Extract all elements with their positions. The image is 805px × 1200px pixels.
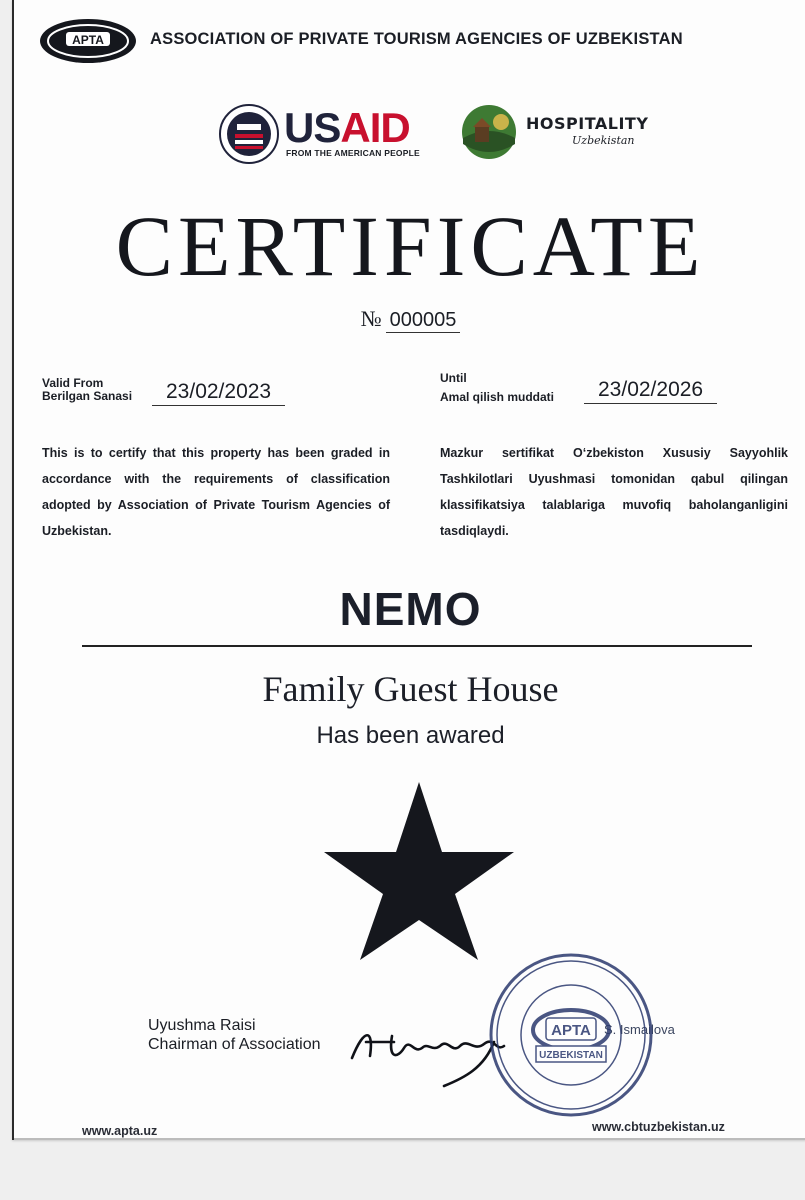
certificate-number: 000005 [386, 309, 461, 333]
valid-from-date: 23/02/2023 [152, 380, 285, 406]
certificate-number-row [14, 306, 805, 332]
association-title: ASSOCIATION OF PRIVATE TOURISM AGENCIES OF UZBEKISTAN [150, 30, 683, 48]
valid-from-label [42, 377, 132, 403]
stamp-center-text: APTA [551, 1022, 591, 1039]
hospitality-sub: Uzbekistan [572, 134, 635, 147]
until-date: 23/02/2026 [584, 378, 717, 404]
certificate-title: CERTIFICATE [115, 198, 706, 294]
certificate-page [12, 0, 805, 1140]
footer-url-cbt: www.cbtuzbekistan.uz [592, 1120, 725, 1134]
valid-from-label-en: Valid From [42, 376, 104, 390]
statement-english: This is to certify that this property has been graded in accordance with the requirements of classification adopted by Association of Private Tourism Agencies of Uzbekistan. [42, 446, 390, 538]
signatory-title-uz: Uyushma Raisi [148, 1017, 256, 1034]
usaid-suffix: AID [340, 104, 410, 151]
footer-url-apta: www.apta.uz [82, 1124, 158, 1138]
apta-logo [38, 16, 138, 66]
hospitality-wordmark: HOSPITALITY [526, 114, 649, 133]
statement-uzbek: Mazkur sertifikat O‘zbekiston Xususiy Sayyohlik Tashkilotlari Uyushmasi tomonidan qabul qilingan klassifikatsiya talablariga muvofiq baholanganligini tasdiqlaydi. [440, 446, 788, 538]
hospitality-logo-icon [461, 104, 517, 160]
usaid-tagline: FROM THE AMERICAN PEOPLE [286, 148, 420, 158]
official-stamp [486, 950, 656, 1120]
property-type: Family Guest House [262, 669, 559, 709]
signatory-name: S. Ismailova [604, 1022, 675, 1037]
apta-logo-text: APTA [72, 33, 104, 47]
usaid-seal-icon [219, 104, 279, 164]
valid-from-label-uz: Berilgan Sanasi [42, 389, 133, 403]
until-label-uz: Amal qilish muddati [440, 390, 555, 404]
signatory-title-en: Chairman of Association [148, 1036, 321, 1053]
signatory-title [148, 1016, 321, 1054]
stamp-country-text: UZBEKISTAN [539, 1050, 603, 1061]
until-label-en: Until [440, 371, 467, 385]
usaid-wordmark [284, 104, 410, 151]
property-name-rule [82, 645, 752, 647]
award-star-icon [324, 780, 514, 960]
property-name: NEMO [339, 583, 482, 635]
awarded-text: Has been awared [316, 722, 505, 749]
usaid-prefix: US [284, 104, 341, 151]
number-symbol: № [360, 306, 382, 331]
until-label [440, 372, 554, 404]
